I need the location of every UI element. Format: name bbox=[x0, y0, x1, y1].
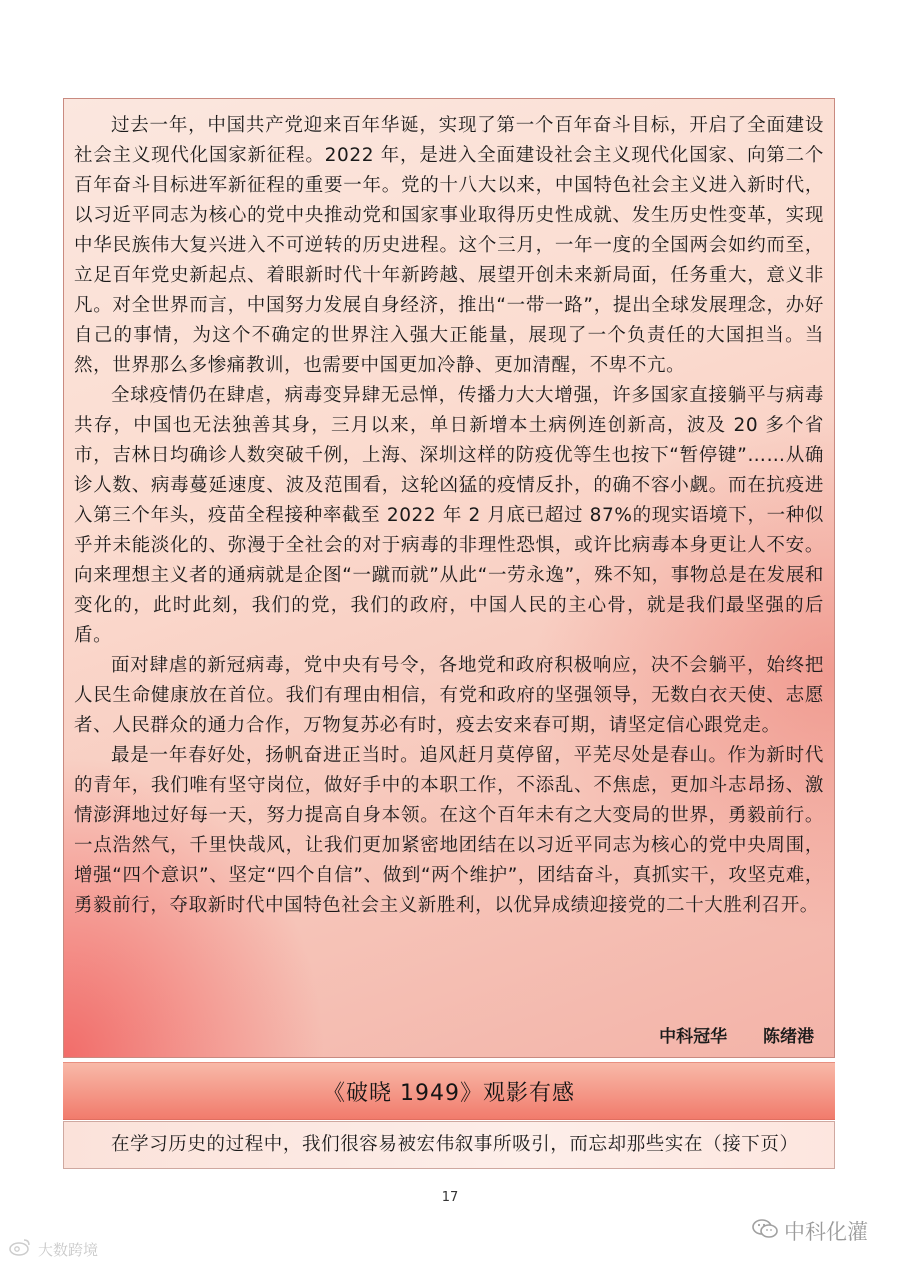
next-article-title: 《破晓 1949》观影有感 bbox=[323, 1080, 575, 1106]
weibo-like-icon bbox=[8, 1238, 32, 1260]
article-paragraph-2: 全球疫情仍在肆虐，病毒变异肆无忌惮，传播力大大增强，许多国家直接躺平与病毒共存，中国也无法独善其身，三月以来，单日新增本土病例连创新高，波及 20 多个省市，吉林日均确诊人数突破千例，上海、深圳这样的防疫优等生也按下“暂停键”……从确诊人数、病毒蔓延速度、波及范围看，这轮凶猛的疫情反扑，的确不容小觑。而在抗疫进入第三个年头，疫苗全程接种率截至 2022 年 2 月底已超过 87%的现实语境下，一种似乎并未能淡化的、弥漫于全社会的对于病毒的非理性恐惧，或许比病毒本身更让人不安。向来理想主义者的通病就是企图“一蹴而就”从此“一劳永逸”，殊不知，事物总是在发展和变化的，此时此刻，我们的党，我们的政府，中国人民的主心骨，就是我们最坚强的后盾。 bbox=[74, 385, 824, 646]
article-paragraph-3: 面对肆虐的新冠病毒，党中央有号令，各地党和政府积极响应，决不会躺平，始终把人民生命健康放在首位。我们有理由相信，有党和政府的坚强领导，无数白衣天使、志愿者、人民群众的通力合作，万物复苏必有时，疫去安来春可期，请坚定信心跟党走。 bbox=[74, 655, 824, 736]
page-number: 17 bbox=[441, 1190, 459, 1205]
article-paragraph-4: 最是一年春好处，扬帆奋进正当时。追风赶月莫停留，平芜尽处是春山。作为新时代的青年，我们唯有坚守岗位，做好手中的本职工作，不添乱、不焦虑，更加斗志昂扬、激情澎湃地过好每一天，努力提高自身本领。在这个百年未有之大变局的世界，勇毅前行。一点浩然气，千里快哉风，让我们更加紧密地团结在以习近平同志为核心的党中央周围，增强“四个意识”、坚定“四个自信”、做到“两个维护”，团结奋斗，真抓实干，攻坚克难，勇毅前行，夺取新时代中国特色社会主义新胜利，以优异成绩迎接党的二十大胜利召开。 bbox=[74, 745, 824, 916]
watermark-right-text: 中科化灌 bbox=[784, 1220, 868, 1244]
signature-name: 陈绪港 bbox=[763, 1027, 814, 1047]
next-article-title-bar bbox=[63, 1062, 835, 1120]
watermark-left bbox=[8, 1238, 98, 1260]
next-article-intro: 在学习历史的过程中，我们很容易被宏伟叙事所吸引，而忘却那些实在（接下页） bbox=[111, 1134, 799, 1155]
signature-org: 中科冠华 bbox=[659, 1027, 728, 1047]
article-box bbox=[63, 98, 835, 1058]
article-paragraph-1: 过去一年，中国共产党迎来百年华诞，实现了第一个百年奋斗目标，开启了全面建设社会主义现代化国家新征程。2022 年，是进入全面建设社会主义现代化国家、向第二个百年奋斗目标进军新征程的重要一年。党的十八大以来，中国特色社会主义进入新时代，以习近平同志为核心的党中央推动党和国家事业取得历史性成就、发生历史性变革，实现中华民族伟大复兴进入不可逆转的历史进程。这个三月，一年一度的全国两会如约而至，立足百年党史新起点、着眼新时代十年新跨越、展望开创未来新局面，任务重大，意义非凡。对全世界而言，中国努力发展自身经济，推出“一带一路”，提出全球发展理念，办好自己的事情，为这个不确定的世界注入强大正能量，展现了一个负责任的大国担当。当然，世界那么多惨痛教训，也需要中国更加冷静、更加清醒，不卑不亢。 bbox=[74, 115, 824, 376]
next-article-intro-box bbox=[63, 1121, 835, 1169]
watermark-left-text: 大数跨境 bbox=[38, 1240, 99, 1259]
signature bbox=[629, 1022, 814, 1047]
wechat-icon bbox=[752, 1218, 778, 1245]
watermark-right bbox=[752, 1216, 868, 1246]
